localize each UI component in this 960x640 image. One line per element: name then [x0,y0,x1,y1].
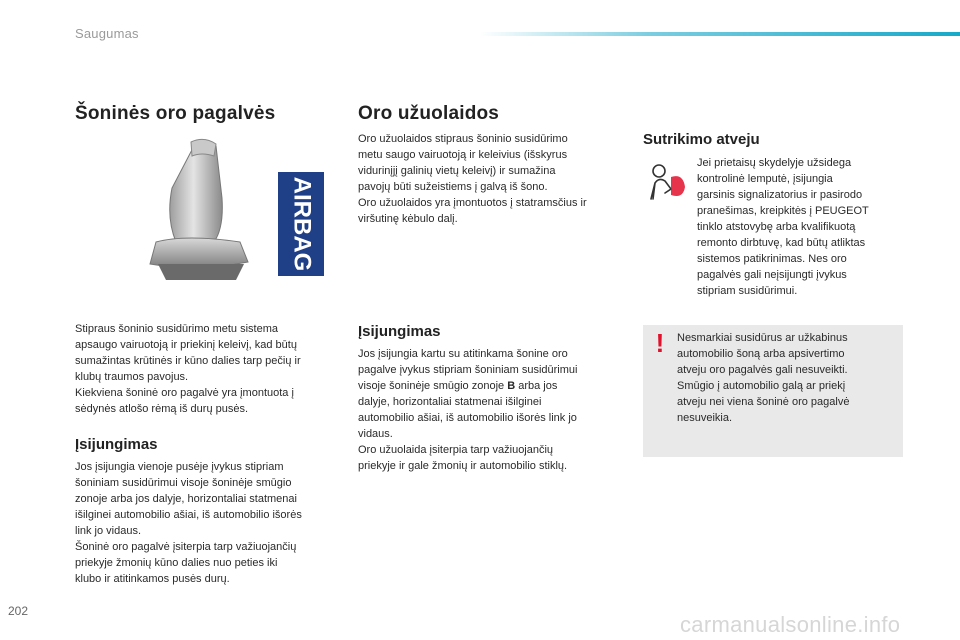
seat-airbag-illustration [136,138,326,286]
side-airbags-title: Šoninės oro pagalvės [75,103,276,124]
warning-text: Nesmarkiai susidūrus ar užkabinus automobilio šoną arba apsivertimo atveju oro pagalvės gali nesuveikti. Smūgio į automobilio galą ar priekį atveju nei viena šoninė oro pagalvė nesuveikia. [677,332,850,424]
airbag-label: AIRBAG [288,176,316,272]
header-accent-bar [480,32,960,36]
seat-icon [136,138,326,286]
warning-icon: ! [655,328,665,358]
curtain-airbags-title: Oro užuolaidos [358,103,500,124]
side-airbags-activation-text: Jos įsijungia vienoje pusėje įvykus stipriam šoniniam susidūrimui visoje šoninėje smūgio zonoje arba jos dalyje, horizontaliai statmenai išilginei automobilio ašiai, iš automobilio išorės link jo vidaus. Šoninė oro pagalvė įsiterpia tarp važiuojančių priekyje žmonių kūno dalies nuo peties iki klubo ir atitinkamos pusės durų. [75,461,302,585]
curtain-airbags-description: Oro užuolaidos stipraus šoninio susidūrimo metu saugo vairuotoją ir keleivius (išskyrus vidurinįjį galinių vietų keleivį) ir sumažina pavojų būti sužeistiems į galvą iš šono. Oro užuolaidos yra įmontuotos į statramsčius ir viršutinę kėbulo dalį. [358,133,587,225]
watermark: carmanualsonline.info [680,612,901,637]
fault-title: Sutrikimo atveju [643,131,760,148]
section-title: Saugumas [75,26,139,41]
person-airbag-icon [645,163,689,201]
curtain-airbags-activation-title: Įsijungimas [358,323,441,340]
page-number: 202 [8,604,29,618]
side-airbags-activation-title: Įsijungimas [75,436,158,453]
fault-text: Jei prietaisų skydelyje užsidega kontrolinė lemputė, įsijungia garsinis signalizatorius ir pasirodo pranešimas, kreipkitės į PEUGEOT tinklo atstovybę arba kvalifikuotą remonto dirbtuvę, kad būtų atliktas sistemos patikrinimas. Nes oro pagalvės gali neįsijungti įvykus stipriam susidūrimui. [697,157,869,297]
side-airbags-description: Stipraus šoninio susidūrimo metu sistema apsaugo vairuotoją ir priekinį keleivį, kad būtų sumažintas krūtinės ir kūno dalies tarp pečių ir klubų traumos pavojus. Kiekviena šoninė oro pagalvė yra įmontuota į sėdynės atlošo rėmą iš durų pusės. [75,323,301,415]
curtain-airbags-activation-text: Jos įsijungia kartu su atitinkama šonine oro pagalve įvykus stipriam šoniniam susidūrimui visoje šoninėje smūgio zonoje B arba jos dalyje, horizontaliai statmenai išilginei automobilio ašiai, iš automobilio išorės link jo vidaus. Oro užuolaida įsiterpia tarp važiuojančių priekyje ir gale žmonių ir automobilio stiklų. [358,348,578,472]
